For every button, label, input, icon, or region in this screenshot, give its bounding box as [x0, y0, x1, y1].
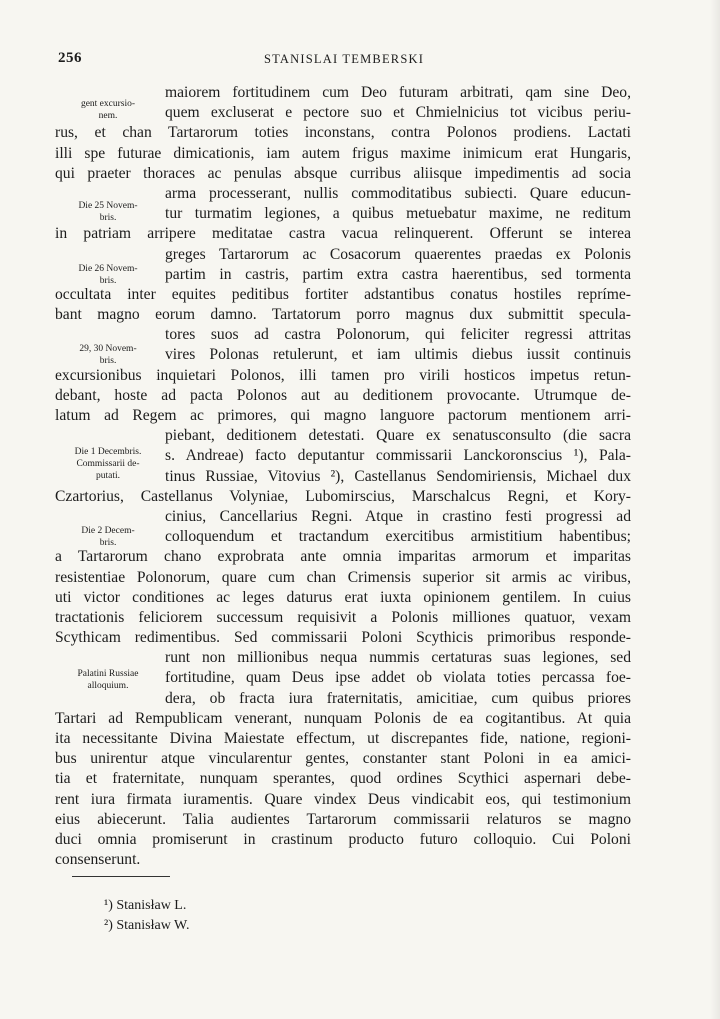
text-line: greges Tartarorum ac Cosacorum quaerentes praedas ex Polonis [165, 245, 631, 263]
margin-note-line: bris. [99, 356, 117, 366]
main-text [55, 83, 631, 870]
footnote-mark: ¹) [104, 898, 113, 913]
margin-note-line: Die 2 Decem- [81, 526, 135, 536]
text-line: Scythicam redimentibus. Sed commissarii Poloni Scythicis primoribus responde- [55, 629, 631, 647]
text-line: maiorem fortitudinem cum Deo futuram arbitrati, qam sine Deo, [165, 84, 631, 101]
footnote [104, 896, 189, 916]
text-line: qui praeter thoraces ac penulas absque curribus aliisque impedimentis ad socia [55, 164, 631, 182]
text-line: bant magno eorum damno. Tartatorum porro magnus dux submittit specula- [55, 306, 631, 324]
text-line: vires Polonas retulerunt, et iam ultimis diebus iussit continuis [165, 346, 631, 364]
text-line: fortitudine, quam Deus ipse addet ob violata toties percassa foe- [165, 669, 631, 687]
footnote-text: Stanisław W. [116, 918, 190, 933]
text-line: consenserunt. [55, 851, 141, 869]
margin-note-line: bris. [99, 538, 117, 548]
page-edge-shadow [710, 0, 720, 1019]
text-line: partim in castris, partim extra castra haerentibus, sed tormenta [165, 265, 631, 283]
text-line: piebant, deditionem detestati. Quare ex senatusconsulto (die sacra [165, 427, 631, 445]
text-line: a Tartarorum chano exprobrata ante omnia imparitas armorum et imparitas [55, 548, 631, 566]
page-number: 256 [58, 50, 82, 66]
text-line: quem excluserat e pectore suo et Chmielnicius tot vicibus periu- [165, 104, 631, 122]
text-line: tinus Russiae, Vitovius ²), Castellanus Sendomiriensis, Michael dux [165, 467, 631, 485]
footnote-mark: ²) [104, 918, 113, 933]
text-line: Czartorius, Castellanus Volyniae, Lubomirscius, Marschalcus Regni, et Kory- [55, 487, 631, 505]
text-line: debant, hoste ad pacta Polonos aut au deditionem provocante. Utrumque de- [55, 386, 631, 404]
margin-note-line: Palatini Russiae [77, 669, 139, 679]
text-line: rent iura firmata iuramentis. Quare vindex Deus vindicabit eos, qui testimonium [55, 790, 631, 808]
margin-note-line: alloquium. [87, 681, 129, 691]
margin-note-line: bris. [99, 276, 117, 286]
text-line: excursionibus inquietari Polonos, illi tamen pro virili hosticos impetus retun- [55, 366, 631, 384]
margin-note-line: Die 1 Decembris. [74, 447, 142, 457]
margin-note-line: nem. [98, 111, 118, 121]
text-line: occultata inter equites peditibus fortiter adstantibus conatus hostiles repríme- [55, 285, 631, 303]
footnote [104, 916, 189, 936]
text-line: eius abiecerunt. Talia audientes Tartarorum commissarii relaturos se magno [55, 810, 631, 828]
text-line: in patriam arripere meditatae castra vacua relinquerent. Offerunt se interea [55, 225, 631, 243]
footnotes [104, 896, 189, 936]
margin-note-line: Die 26 Novem- [78, 264, 138, 274]
text-line: illi spe futurae dimicationis, iam autem frigus maxime inimicum erat Hungaris, [55, 144, 631, 162]
text-line: latum ad Regem ac primores, qui magno languore pactorum mentionem arri- [55, 407, 631, 424]
text-line: rus, et chan Tartarorum toties inconstans, contra Polonos prodiens. Lactati [55, 124, 631, 142]
margin-note-line: 29, 30 Novem- [79, 344, 137, 354]
footnote-text: Stanisław L. [116, 898, 187, 913]
text-line: uti victor conditiones ac leges daturus erat iuxta opinionem gentilem. In cuius [55, 588, 631, 606]
text-line: ita necessitante Divina Maiestate effectum, ut discrepantes fide, natione, regioni- [55, 730, 631, 747]
text-line: arma processerant, nullis commoditatibus subiecti. Quare educun- [165, 184, 631, 202]
margin-note-line: gent excursio- [80, 99, 136, 109]
text-line: resistentiae Polonorum, quare cum chan Crimensis superior sit armis ac viribus, [55, 568, 631, 586]
footnote-rule [72, 876, 170, 877]
text-line: duci omnia promiserunt in crastinum producto futuro colloquio. Cui Poloni [55, 830, 631, 848]
text-line: bus unirentur atque vincularentur gentes, constanter stant Poloni in ea amici- [55, 750, 631, 768]
running-title: STANISLAI TEMBERSKI [263, 52, 425, 66]
margin-note-line: Commissarii de- [76, 459, 140, 469]
text-line: cinius, Cancellarius Regni. Atque in crastino festi progressi ad [165, 507, 631, 525]
text-line: tractationis feliciorem successum requisivit a Polonis milliones quatuor, vexam [55, 608, 631, 626]
text-line: tores suos ad castra Polonorum, qui feliciter regressi attritas [165, 326, 631, 344]
text-line: tur turmatim legiones, a quibus metuebatur maxime, ne reditum [165, 205, 631, 223]
margin-note-line: putati. [95, 471, 120, 481]
text-line: tia et fraternitate, nunquam sperantes, quod ordines Scythici aspernari debe- [55, 770, 631, 788]
page-header [58, 50, 630, 70]
text-line: s. Andreae) facto deputantur commissarii Lanckoronscius ¹), Pala- [165, 447, 631, 465]
text-line: dera, ob fracta iura fraternitatis, amicitiae, cum quibus priores [165, 689, 631, 707]
text-line: Tartari ad Rempublicam venerant, nunquam Polonis de ea cogitantibus. At quia [55, 709, 631, 727]
margin-note-line: Die 25 Novem- [78, 201, 138, 211]
text-line: runt non millionibus nequa nummis certaturas suas legiones, sed [165, 649, 631, 667]
text-line: colloquendum et tractandum exercitibus armistitium habentibus; [165, 528, 631, 546]
margin-note-line: bris. [99, 213, 117, 223]
